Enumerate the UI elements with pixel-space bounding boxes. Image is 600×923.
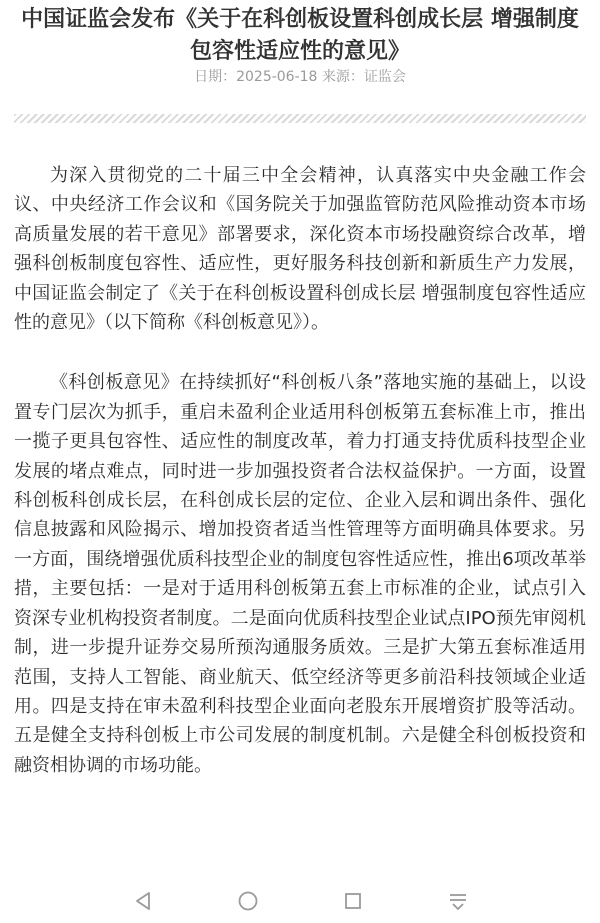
article-meta: 日期：2025-06-18 来源：证监会 <box>194 69 406 85</box>
recents-button[interactable] <box>333 881 373 921</box>
back-button[interactable] <box>123 881 163 921</box>
article-title: 中国证监会发布《关于在科创板设置科创成长层 增强制度包容性适应性的意见》 <box>21 7 579 64</box>
article-body[interactable] <box>14 161 586 879</box>
system-navigation-bar <box>0 879 600 923</box>
menu-down-button[interactable] <box>438 881 478 921</box>
circle-home-icon <box>237 890 259 912</box>
square-recents-icon <box>343 891 363 911</box>
hatched-divider <box>14 114 586 123</box>
article-paragraph-1: 为深入贯彻党的二十届三中全会精神，认真落实中央金融工作会议、中央经济工作会议和《国务院关于加强监管防范风险推动资本市场高质量发展的若干意见》部署要求，深化资本市场投融资综合改革，增强科创板制度包容性、适应性，更好服务科技创新和新质生产力发展，中国证监会制定了《关于在科创板设置科创成长层 增强制度包容性适应性的意见》（以下简称《科创板意见》）。 <box>14 165 586 334</box>
menu-down-icon <box>447 890 469 912</box>
home-button[interactable] <box>228 881 268 921</box>
triangle-back-icon <box>134 891 152 911</box>
scroll-fade-overlay <box>0 865 600 879</box>
article-paragraph-2: 《科创板意见》在持续抓好“科创板八条”落地实施的基础上，以设置专门层次为抓手，重启未盈利企业适用科创板第五套标准上市，推出一揽子更具包容性、适应性的制度改革，着力打通支持优质科技型企业发展的堵点难点，同时进一步加强投资者合法权益保护。一方面，设置科创板科创成长层，在科创成长层的定位、企业入层和调出条件、强化信息披露和风险揭示、增加投资者适当性管理等方面明确具体要求。另一方面，围绕增强优质科技型企业的制度包容性适应性，推出6项改革举措，主要包括：一是对于适用科创板第五套上市标准的企业，试点引入资深专业机构投资者制度。二是面向优质科技型企业试点IPO预先审阅机制，进一步提升证券交易所预沟通服务质效。三是扩大第五套标准适用范围，支持人工智能、商业航天、低空经济等更多前沿科技领域企业适用。四是支持在审未盈利科技型企业面向老股东开展增资扩股等活动。五是健全支持科创板上市公司发展的制度机制。六是健全科创板投资和融资相协调的市场功能。 <box>14 372 586 776</box>
